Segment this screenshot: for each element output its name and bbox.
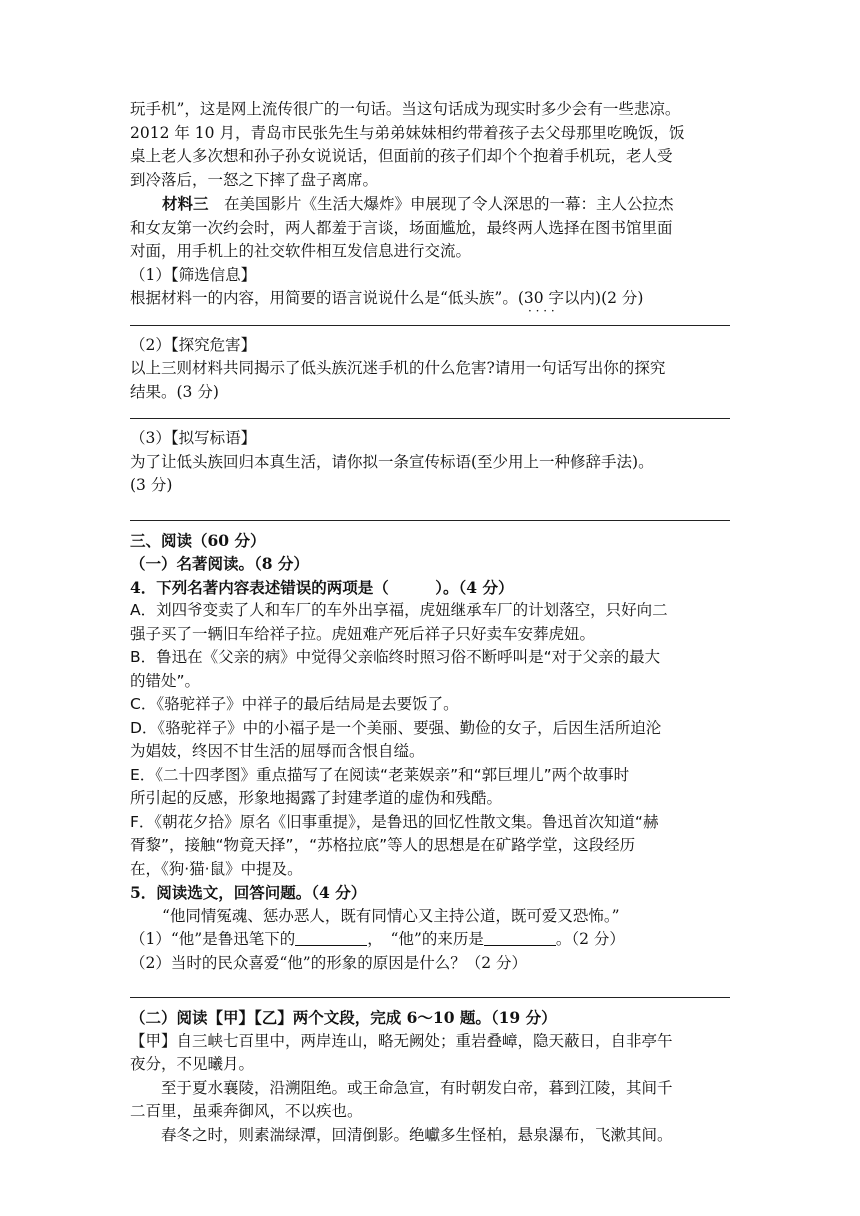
option-e-cont: 所引起的反感，形象地揭露了封建孝道的虚伪和残酷。 <box>130 789 503 807</box>
option-a-cont: 强子买了一辆旧车给祥子拉。虎妞难产死后祥子只好卖车安葬虎妞。 <box>130 624 596 643</box>
section-title: 三、阅读（60 分） <box>130 530 266 550</box>
exam-page <box>130 98 730 1147</box>
option-b-cont: 的错处”。 <box>130 671 201 690</box>
option-d: D．《骆驼祥子》中的小福子是一个美丽、要强、勤俭的女子，后因生活所迫沦 <box>130 718 662 737</box>
answer-line <box>130 520 730 521</box>
question-1 <box>130 264 730 326</box>
text-line: 玩手机”，这是网上流传很广的一句话。当这句话成为现实时多少会有一些悲凉。 <box>130 100 681 118</box>
text-line: 春冬之时，则素湍绿潭，回清倒影。绝巘多生怪柏，悬泉瀑布，飞漱其间。 <box>130 1125 673 1144</box>
fill-blank[interactable] <box>295 930 367 946</box>
section-reading <box>130 529 730 999</box>
section-reading-2 <box>130 1006 730 1147</box>
question-3 <box>130 427 730 521</box>
material-two <box>130 98 730 192</box>
option-c: C．《骆驼祥子》中祥子的最后结局是去要饭了。 <box>130 695 459 713</box>
text-line: 到冷落后，一怒之下摔了盘子离席。 <box>130 170 379 189</box>
question-5-quote: “他同情冤魂、惩办恶人，既有同情心又主持公道，既可爱又恐怖。” <box>162 906 620 925</box>
subsection-title: （一）名著阅读。（8 分） <box>130 554 309 573</box>
text-line: 材料三 在美国影片《生活大爆炸》申展现了令人深思的一幕：主人公拉杰 <box>162 194 674 213</box>
option-f-cont: 胥黎”，接触“物竟天择”，“苏格拉底”等人的思想是在矿路学堂，这段经历 <box>130 836 636 854</box>
material-three <box>130 192 730 264</box>
option-e: E．《二十四孝图》重点描写了在阅读“老莱娱亲”和“郭巨埋儿”两个故事时 <box>130 765 630 784</box>
emphasis-dots: · · · · <box>528 303 555 318</box>
text-line: 对面，用手机上的社交软件相互发信息进行交流。 <box>130 242 472 260</box>
question-body: (3 分) <box>130 476 173 494</box>
question-5-1: （1）“他”是鲁迅笔下的 ， “他”的来历是 。（2 分） <box>130 930 625 948</box>
question-body: 根据材料一的内容，用简要的语言说说什么是“低头族”。(30 字以内)(2 分) <box>130 289 644 307</box>
question-title: （3）【拟写标语】 <box>130 429 257 447</box>
question-title: （2）【探究危害】 <box>130 335 257 354</box>
question-body: 结果。(3 分) <box>130 382 219 401</box>
question-5-2: （2）当时的民众喜爱“他”的形象的原因是什么？（2 分） <box>130 953 528 972</box>
text-line: 桌上老人多次想和孙子孙女说说话，但面前的孩子们却个个抱着手机玩，老人受 <box>130 147 673 165</box>
question-body: 为了让低头族回归本真生活，请你拟一条宣传标语(至少用上一种修辞手法)。 <box>130 452 654 471</box>
text-line: 【甲】自三峡七百里中，两岸连山，略无阙处；重岩叠嶂，隐天蔽日，自非亭午 <box>130 1031 673 1050</box>
option-d-cont: 为娼妓，终因不甘生活的屈辱而含恨自缢。 <box>130 742 425 760</box>
subsection-title: （二）阅读【甲】【乙】两个文段，完成 6～10 题。（19 分） <box>130 1008 557 1027</box>
text-line: 至于夏水襄陵，沿溯阻绝。或王命急宣，有时朝发白帝，暮到江陵，其间千 <box>130 1078 673 1097</box>
option-b: B．鲁迅在《父亲的病》中觉得父亲临终时照习俗不断呼叫是“对于父亲的最大 <box>130 648 661 666</box>
option-f: F．《朝花夕拾》原名《旧事重提》，是鲁迅的回忆性散文集。鲁迅首次知道“赫 <box>130 812 659 831</box>
answer-line <box>130 325 730 326</box>
question-title: （1）【筛选信息】 <box>130 265 257 284</box>
option-f-cont: 在，《狗·猫·鼠》中提及。 <box>130 859 303 878</box>
question-5-title: 5．阅读选文，回答问题。（4 分） <box>130 883 367 902</box>
question-4-title: 4．下列名著内容表述错误的两项是（ ）。（4 分） <box>130 577 514 597</box>
text-line: 二百里，虽乘奔御风，不以疾也。 <box>130 1102 363 1120</box>
question-body: 以上三则材料共同揭示了低头族沉迷手机的什么危害?请用一句话写出你的探究 <box>130 359 666 377</box>
option-a: A．刘四爷变卖了人和车厂的车外出享福，虎妞继承车厂的计划落空，只好向二 <box>130 601 668 619</box>
text-line: 夜分，不见曦月。 <box>130 1055 255 1073</box>
material-three-label: 材料三 <box>162 194 209 213</box>
answer-line <box>130 997 730 998</box>
fill-blank[interactable] <box>484 930 556 946</box>
text-line: 和女友第一次约会时，两人都羞于言谈，场面尴尬，最终两人选择在图书馆里面 <box>130 218 673 237</box>
answer-line <box>130 418 730 419</box>
question-2 <box>130 334 730 420</box>
text-line: 2012 年 10 月，青岛市民张先生与弟弟妹妹相约带着孩子去父母那里吃晚饭，饭 <box>130 123 685 142</box>
